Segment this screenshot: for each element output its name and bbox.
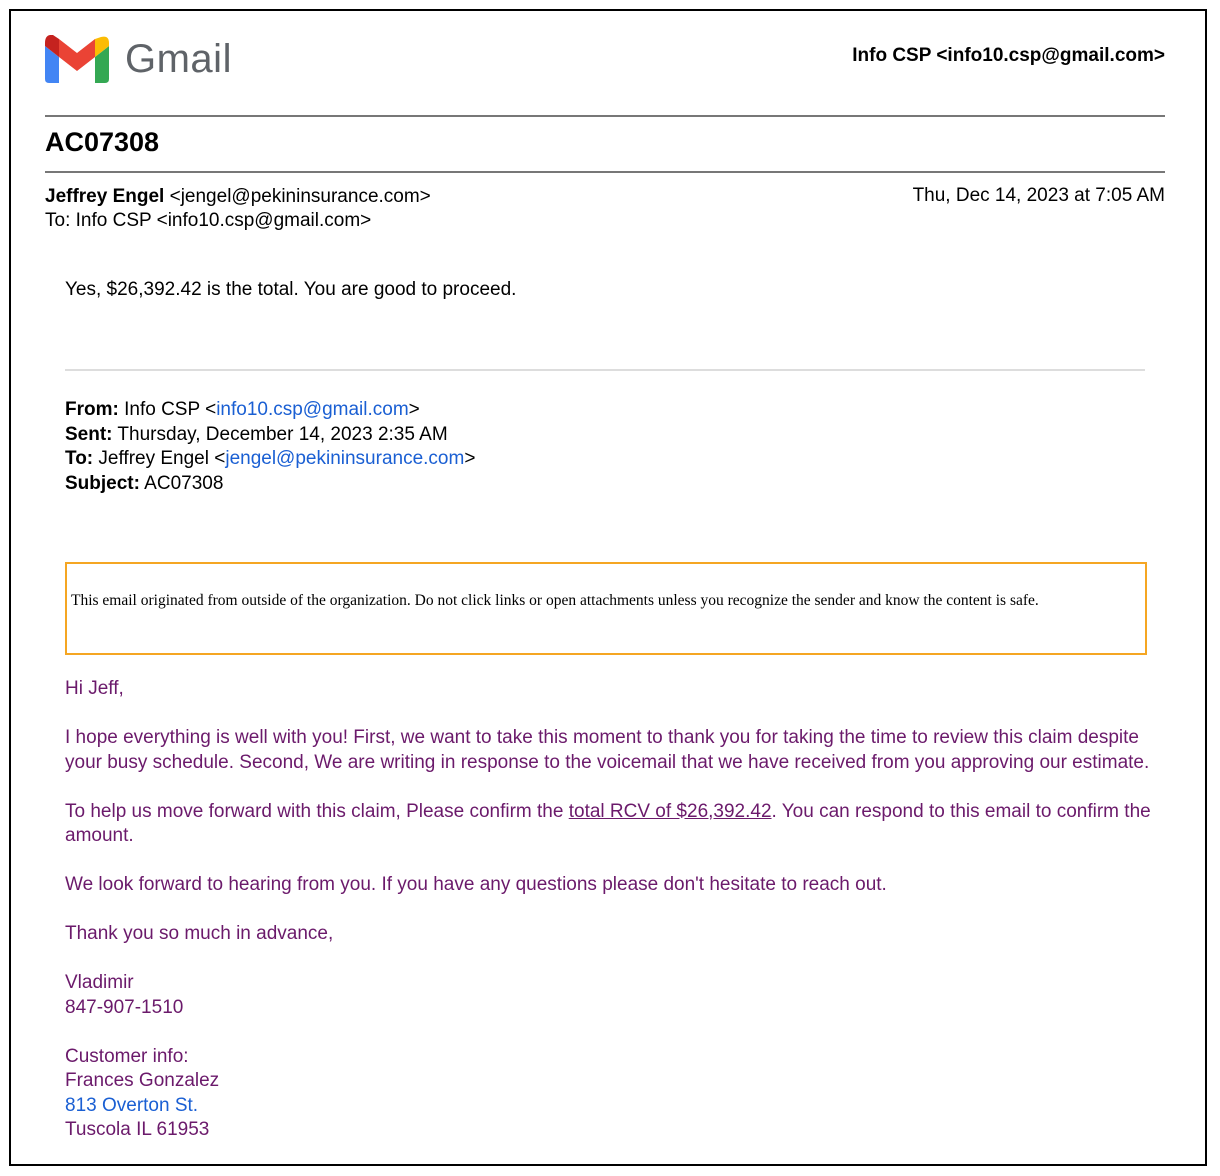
gmail-logo-text: Gmail xyxy=(125,36,232,81)
quoted-body xyxy=(65,677,1155,1166)
email-subject: AC07308 xyxy=(45,127,160,157)
gmail-header xyxy=(45,31,1165,91)
page-frame xyxy=(9,9,1207,1166)
email-date: Thu, Dec 14, 2023 at 7:05 AM xyxy=(912,185,1165,206)
subject-divider xyxy=(45,171,1165,173)
reply-text: Yes, $26,392.42 is the total. You are good to proceed. xyxy=(65,279,517,300)
gmail-logo xyxy=(45,31,232,87)
quoted-sent: Sent: Thursday, December 14, 2023 2:35 AM xyxy=(65,423,448,445)
external-email-warning: This email originated from outside of the organization. Do not click links or open attachments unless you recognize the sender and know the content is safe. xyxy=(65,562,1147,655)
customer-city: Tuscola IL 61953 xyxy=(65,1119,210,1140)
gmail-m-icon xyxy=(45,35,109,83)
greeting: Hi Jeff, xyxy=(65,678,124,699)
sender-email: <jengel@pekininsurance.com> xyxy=(164,186,431,207)
quoted-from: From: Info CSP <info10.csp@gmail.com> xyxy=(65,399,420,420)
header-divider xyxy=(45,115,1165,117)
signature-name: Vladimir xyxy=(65,972,134,993)
customer-info xyxy=(65,1045,1155,1143)
signature xyxy=(65,971,1155,1020)
body-paragraph-4: Thank you so much in advance, xyxy=(65,923,334,944)
quoted-subject: Subject: AC07308 xyxy=(65,472,224,494)
signature-phone: 847-907-1510 xyxy=(65,996,184,1018)
quoted-header xyxy=(65,398,475,496)
body-paragraph-3: We look forward to hearing from you. If you have any questions please don't hesitate to reach out. xyxy=(65,874,887,895)
body-paragraph-1: I hope everything is well with you! First, we want to take this moment to thank you for taking the time to review this claim despite your busy schedule. Second, We are writing in response to the voicemail that we have received from you approving our estimate. xyxy=(65,727,1150,773)
rcv-total-link[interactable]: total RCV of $26,392.42 xyxy=(568,800,772,822)
quote-divider xyxy=(65,369,1145,371)
from-email-link[interactable]: info10.csp@gmail.com xyxy=(216,399,409,420)
customer-name: Frances Gonzalez xyxy=(65,1070,220,1091)
to-line: To: Info CSP <info10.csp@gmail.com> xyxy=(45,210,372,231)
to-email-link[interactable]: jengel@pekininsurance.com xyxy=(225,448,465,469)
customer-street-link[interactable]: 813 Overton St. xyxy=(65,1094,199,1116)
sender-line xyxy=(45,185,431,209)
sender-name: Jeffrey Engel xyxy=(45,186,165,207)
sender-block xyxy=(45,185,431,233)
quoted-to: To: Jeffrey Engel <jengel@pekininsurance.com> xyxy=(65,448,476,469)
body-paragraph-2: To help us move forward with this claim, Please confirm the total RCV of $26,392.42. You can respond to this email to confirm the amount. xyxy=(65,800,1151,846)
customer-info-label: Customer info: xyxy=(65,1045,189,1067)
account-label: Info CSP <info10.csp@gmail.com> xyxy=(852,45,1165,66)
